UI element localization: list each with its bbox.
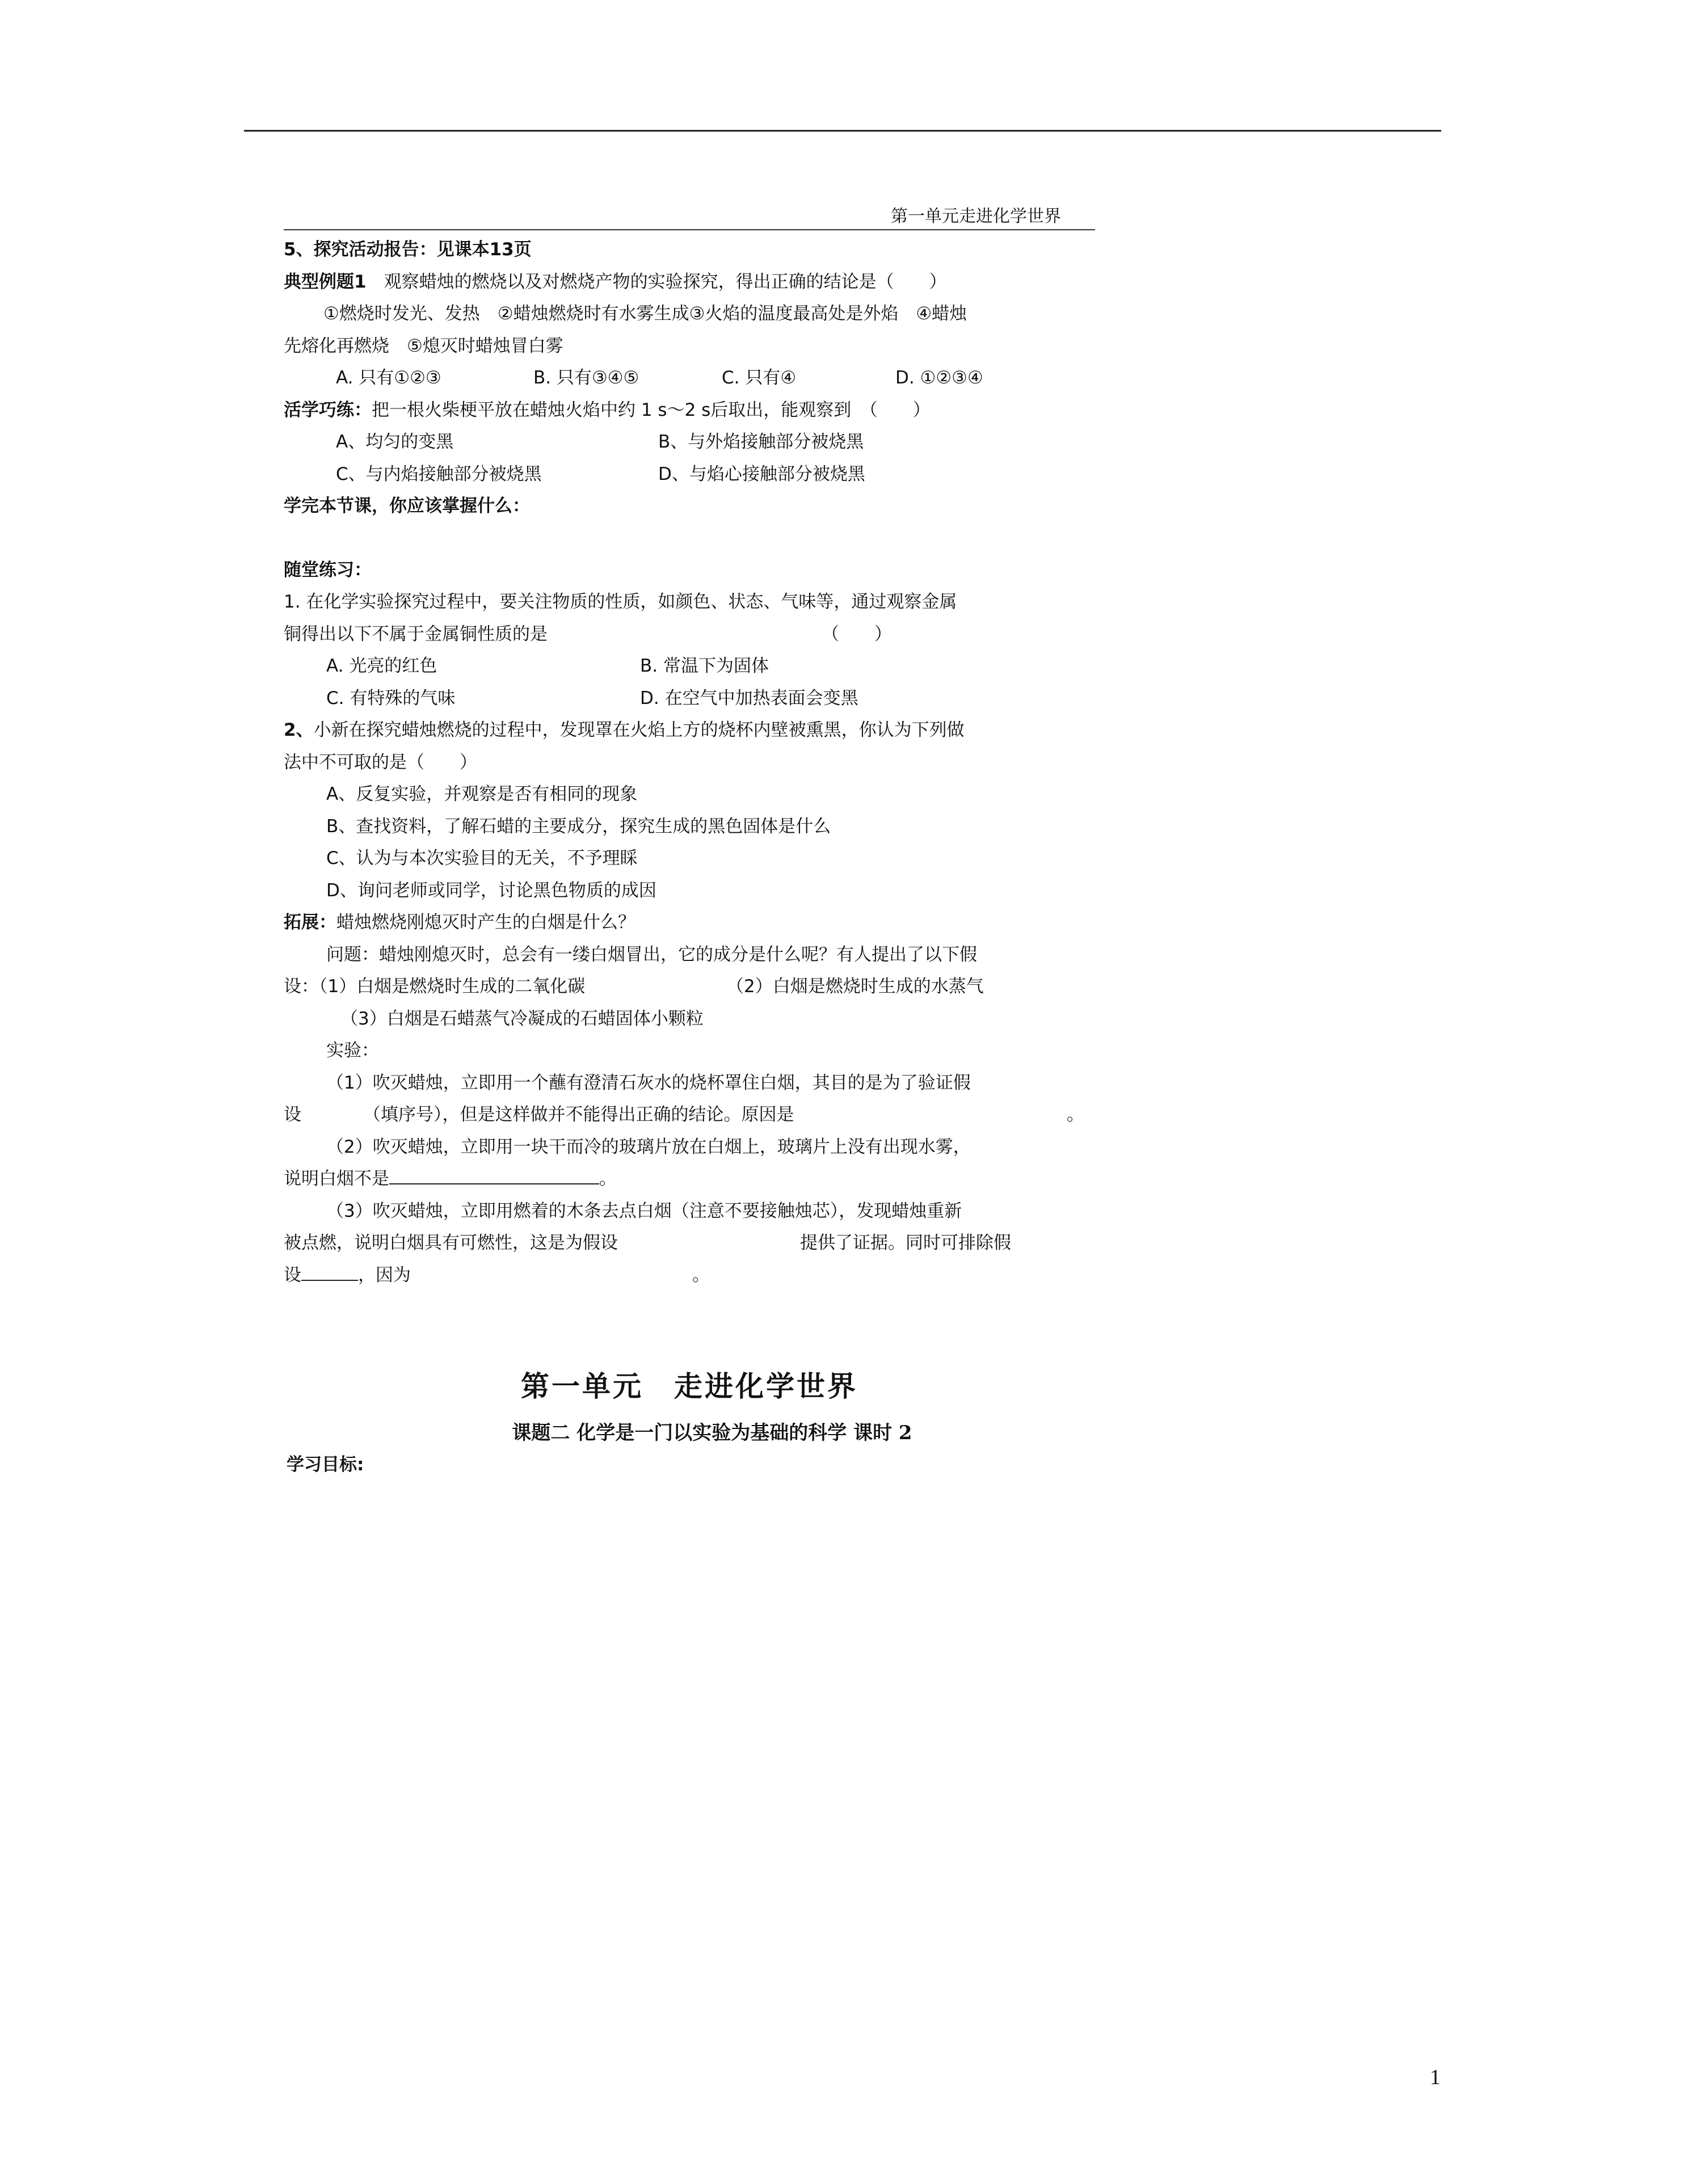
- hypothesis-2: （2）白烟是燃烧时生成的水蒸气: [726, 976, 984, 997]
- practice-text: 把一根火柴梗平放在蜡烛火焰中约 1 s～2 s后取出，能观察到 （ ）: [372, 399, 931, 420]
- example-statements-line2: 先熔化再燃烧 ⑤熄灭时蜡烛冒白雾: [284, 335, 563, 356]
- experiment-2-line1: （2）吹灭蜡烛，立即用一块干而冷的玻璃片放在白烟上，玻璃片上没有出现水雾，: [326, 1136, 971, 1157]
- practice-question: [284, 394, 1095, 427]
- header-rule: [284, 229, 1095, 230]
- lesson-title: 课题二 化学是一门以实验为基础的科学 课时 2: [512, 1422, 912, 1444]
- experiment-3-line2: 被点燃，说明白烟具有可燃性，这是为假设 提供了证据。同时可排除假: [284, 1233, 1011, 1253]
- running-header: 第一单元走进化学世界: [891, 206, 1061, 226]
- q1-answer-paren: （ ）: [822, 623, 892, 644]
- example-options: [284, 362, 1095, 394]
- option-d: D. ①②③④: [895, 368, 983, 388]
- q1-option-a: A. 光亮的红色: [326, 656, 437, 676]
- q1-option-c: C. 有特殊的气味: [326, 688, 456, 709]
- practice-option-a: A、均匀的变黑: [336, 432, 454, 452]
- q1-options-row1: [284, 650, 1095, 682]
- q1-line1: 1. 在化学实验探究过程中，要关注物质的性质，如颜色、状态、气味等，通过观察金属: [284, 592, 957, 612]
- practice-option-b: B、与外焰接触部分被烧黑: [658, 432, 864, 452]
- page-top-rule: [244, 130, 1441, 132]
- unit-title: 第一单元 走进化学世界: [521, 1369, 858, 1403]
- experiment-3-line3: 设 ，因为 。: [284, 1259, 1095, 1292]
- experiment-label: 实验：: [326, 1040, 379, 1061]
- answer-blank-1[interactable]: [389, 1166, 599, 1184]
- example-question: [284, 266, 1095, 298]
- q1-options-row2: [284, 682, 1095, 715]
- q2-option-c: C、认为与本次实验目的无关，不予理睬: [326, 848, 638, 868]
- experiment-1-line1: （1）吹灭蜡烛，立即用一个蘸有澄清石灰水的烧杯罩住白烟，其目的是为了验证假: [326, 1072, 971, 1093]
- practice-option-c: C、与内焰接触部分被烧黑: [336, 463, 542, 484]
- answer-blank-2[interactable]: [301, 1263, 358, 1281]
- option-a: A. 只有①②③: [336, 368, 441, 388]
- q1-option-d: D. 在空气中加热表面会变黑: [640, 688, 858, 709]
- hypothesis-3: （3）白烟是石蜡蒸气冷凝成的石蜡固体小颗粒: [340, 1008, 704, 1029]
- q2-option-a: A、反复实验，并观察是否有相同的现象: [326, 784, 638, 804]
- page-number: 1: [1430, 2065, 1441, 2089]
- summary-prompt: 学完本节课，你应该掌握什么：: [284, 496, 530, 516]
- extension-label: 拓展：: [284, 912, 336, 933]
- extension-line: 拓展：蜡烛燃烧刚熄灭时产生的白烟是什么？: [284, 912, 635, 933]
- learning-goals-label: 学习目标:: [287, 1454, 364, 1475]
- scanned-worksheet: [284, 204, 1095, 1291]
- q2-option-d: D、询问老师或同学，讨论黑色物质的成因: [326, 880, 656, 901]
- activity-report-line: 5、探究活动报告：见课本13页: [284, 239, 532, 260]
- option-c: C. 只有④: [722, 368, 797, 388]
- hypothesis-1: 设：（1）白烟是燃烧时生成的二氧化碳: [284, 976, 586, 997]
- q1-line2: 铜得出以下不属于金属铜性质的是 （ ）: [284, 618, 1095, 651]
- q2-line2: 法中不可取的是（ ）: [284, 752, 477, 773]
- practice-label: 活学巧练：: [284, 399, 372, 420]
- hypotheses-line: [284, 971, 1095, 1003]
- in-class-practice-heading: 随堂练习：: [284, 559, 372, 580]
- practice-option-d: D、与焰心接触部分被烧黑: [658, 463, 865, 484]
- q2-option-b: B、查找资料，了解石蜡的主要成分，探究生成的黑色固体是什么: [326, 816, 831, 837]
- experiment-3-line1: （3）吹灭蜡烛，立即用燃着的木条去点白烟（注意不要接触烛芯），发现蜡烛重新: [326, 1200, 962, 1221]
- experiment-2-line2: 说明白烟不是 。: [284, 1163, 1095, 1195]
- q2-line1: 2、小新在探究蜡烛燃烧的过程中，发现罩在火焰上方的烧杯内壁被熏黑，你认为下列做: [284, 720, 965, 740]
- example-text: 观察蜡烛的燃烧以及对燃烧产物的实验探究，得出正确的结论是（ ）: [384, 271, 947, 292]
- practice-options-row2: [284, 458, 1095, 491]
- problem-line: 问题：蜡烛刚熄灭时，总会有一缕白烟冒出，它的成分是什么呢？有人提出了以下假: [326, 944, 977, 965]
- practice-options-row1: [284, 426, 1095, 458]
- experiment-1-line2: 设 （填序号），但是这样做并不能得出正确的结论。原因是 。: [284, 1104, 1084, 1125]
- q1-option-b: B. 常温下为固体: [640, 656, 769, 676]
- example-statements-line1: ①燃烧时发光、发热 ②蜡烛燃烧时有水雾生成③火焰的温度最高处是外焰 ④蜡烛: [323, 303, 967, 324]
- option-b: B. 只有③④⑤: [533, 368, 639, 388]
- example-label: 典型例题1: [284, 271, 367, 292]
